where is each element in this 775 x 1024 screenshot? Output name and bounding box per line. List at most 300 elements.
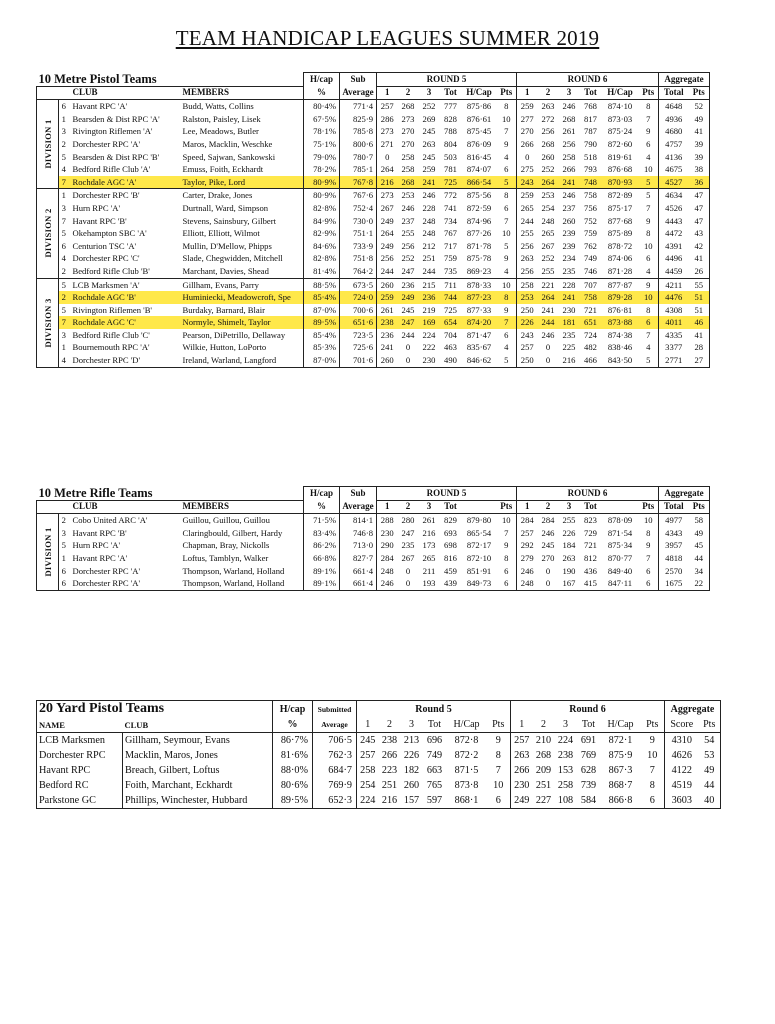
r5-col1-header: 1 xyxy=(357,717,379,733)
table-row xyxy=(37,304,710,317)
round5-value: 268 xyxy=(398,100,419,113)
round6-value: 268 xyxy=(541,138,555,149)
table-row xyxy=(37,240,710,253)
round5-value: 246 xyxy=(401,202,415,213)
round6-value: 256 xyxy=(520,240,534,251)
round5-value: 245 xyxy=(422,151,436,162)
round5-value: 767 xyxy=(444,228,457,239)
position: 2 xyxy=(61,138,66,149)
aggregate-points: 46 xyxy=(689,316,710,329)
round5-value: 252 xyxy=(419,100,440,113)
round6-value: 259 xyxy=(517,100,538,113)
round5-header: ROUND 5 xyxy=(377,73,517,87)
sub-average: 767·8 xyxy=(340,176,377,189)
aggregate-header: Aggregate xyxy=(665,701,721,718)
round5-value: 248 xyxy=(380,565,394,576)
club-name: Havant RPC 'B' xyxy=(72,215,127,226)
round5-value: 663 xyxy=(426,765,443,776)
r6-hcap-header: H/Cap xyxy=(601,717,641,733)
round6-value: 793 xyxy=(584,164,597,175)
section-title: 20 Yard Pistol Teams xyxy=(37,701,273,718)
aggregate-points: 55 xyxy=(689,278,710,291)
hcap-value: 89·1% xyxy=(304,565,340,578)
round5-value: 865·54 xyxy=(466,527,492,538)
round6-value: 768 xyxy=(580,100,602,113)
sub-average: 814·1 xyxy=(340,514,377,527)
round6-value: 181 xyxy=(559,316,580,329)
round5-value: 866·54 xyxy=(462,176,497,189)
round6-value: 749 xyxy=(584,253,597,264)
hcap-value: 85·4% xyxy=(304,329,340,342)
round5-value: 816·45 xyxy=(466,151,492,162)
round5-value: 874·07 xyxy=(466,164,492,175)
round5-value: 269 xyxy=(422,113,436,124)
round6-value: 875·89 xyxy=(607,228,633,239)
table-row xyxy=(37,163,710,176)
position: 4 xyxy=(61,253,66,264)
hcap-unit-header: % xyxy=(304,500,340,514)
aggregate-total: 3957 xyxy=(665,540,683,551)
hcap-value: 88·5% xyxy=(304,278,340,291)
division-label-cell xyxy=(37,514,59,591)
round6-value: 266 xyxy=(520,138,534,149)
division-label-cell xyxy=(37,189,59,278)
round5-header: ROUND 5 xyxy=(377,487,517,501)
round5-value: 257 xyxy=(377,100,398,113)
aggregate-points: 38 xyxy=(689,163,710,176)
round6-value: 868·7 xyxy=(608,780,633,791)
aggregate-score: 4519 xyxy=(665,778,699,793)
aggregate-points: 27 xyxy=(689,354,710,367)
round6-value: 876·68 xyxy=(607,164,633,175)
round5-value: 256 xyxy=(380,253,394,264)
round5-value: 213 xyxy=(403,735,420,746)
sub-average: 764·2 xyxy=(340,265,377,278)
round5-value: 284 xyxy=(380,552,394,563)
submitted-header: Submitted xyxy=(313,701,357,718)
table-row xyxy=(37,329,710,342)
club-name: Bournemouth RPC 'A' xyxy=(72,342,150,353)
round6-value: 8 xyxy=(639,527,659,540)
round5-value: 248 xyxy=(422,228,436,239)
r6-pts-header: Pts xyxy=(639,86,659,100)
hcap-value: 85·3% xyxy=(304,341,340,354)
round6-value: 259 xyxy=(517,189,538,202)
round5-value: 693 xyxy=(444,527,457,538)
members: Claringbould, Gilbert, Hardy xyxy=(179,527,304,540)
round5-value: 872·10 xyxy=(466,552,492,563)
club-name: Bedford Rifle Club 'B' xyxy=(72,265,150,276)
table-row xyxy=(37,527,710,540)
aggregate-points: 28 xyxy=(689,341,710,354)
aggregate-score: 4310 xyxy=(665,733,699,749)
club-name: Havant RPC 'A' xyxy=(72,552,128,563)
round6-value: 628 xyxy=(580,765,597,776)
round5-value: 257 xyxy=(357,748,379,763)
round5-value: 10 xyxy=(493,780,504,791)
round5-value: 249 xyxy=(398,291,419,304)
round6-value: 224 xyxy=(557,735,574,746)
table-row xyxy=(37,189,710,202)
club-name: Rochdale AGC 'C' xyxy=(69,316,179,329)
section-title: 10 Metre Rifle Teams xyxy=(38,486,153,500)
round5-value: 10 xyxy=(497,227,517,240)
round6-value: 257 xyxy=(520,342,534,353)
division-label-cell xyxy=(37,278,59,367)
division-label: DIVISION 3 xyxy=(42,298,53,348)
round5-value: 879·80 xyxy=(462,514,497,527)
club-name: LCB Marksmen xyxy=(37,733,123,749)
position: 5 xyxy=(61,228,66,239)
hcap-value: 89·5% xyxy=(273,793,313,809)
aggregate-points: 41 xyxy=(689,252,710,265)
round5-value: 9 xyxy=(497,539,517,552)
sub-average: 724·0 xyxy=(340,291,377,304)
round6-value: 253 xyxy=(517,291,538,304)
aggregate-total: 4818 xyxy=(665,552,683,563)
submitted-average: 706·5 xyxy=(313,733,357,749)
round5-value: 5 xyxy=(497,176,517,189)
sub-average: 713·0 xyxy=(340,539,377,552)
round5-value: 251 xyxy=(422,253,436,264)
members: Carter, Drake, Jones xyxy=(179,189,304,202)
aggregate-points: 54 xyxy=(699,733,721,749)
round5-value: 271 xyxy=(380,138,394,149)
round6-value: 252 xyxy=(541,164,555,175)
round6-value: 267 xyxy=(541,240,555,251)
round6-value: 9 xyxy=(639,125,659,138)
round5-value: 288 xyxy=(377,514,398,527)
club-name: Dorchester RPC 'A' xyxy=(72,138,141,149)
round5-value: 704 xyxy=(444,329,457,340)
r5-col3-header: 3 xyxy=(419,500,440,514)
round6-value: 5 xyxy=(639,189,659,202)
round6-value: 9 xyxy=(639,278,659,291)
round5-value: 741 xyxy=(444,202,457,213)
hcap-value: 66·8% xyxy=(304,552,340,565)
round5-value: 252 xyxy=(401,253,415,264)
round5-value: 877·23 xyxy=(462,291,497,304)
r5-tot-header: Tot xyxy=(423,717,447,733)
round6-value: 245 xyxy=(541,540,555,551)
round6-value: 243 xyxy=(517,176,538,189)
round5-value: 253 xyxy=(398,189,419,202)
round5-value: 245 xyxy=(401,304,415,315)
round6-value: 264 xyxy=(538,176,559,189)
round6-value: 228 xyxy=(559,278,580,291)
round6-value: 758 xyxy=(580,189,602,202)
round6-value: 250 xyxy=(517,354,538,367)
table-row xyxy=(37,202,710,215)
round5-value: 4 xyxy=(497,265,517,278)
round5-value: 219 xyxy=(422,304,436,315)
club-name: Bedford Rifle Club 'C' xyxy=(72,329,150,340)
r5-pts-header: Pts xyxy=(487,717,511,733)
round5-value: 9 xyxy=(497,304,517,317)
agg-pts-header: Pts xyxy=(699,717,721,733)
aggregate-points: 47 xyxy=(689,215,710,228)
round5-value: 725 xyxy=(444,304,457,315)
members: Wilkie, Hutton, LoPorto xyxy=(179,341,304,354)
round5-value: 267 xyxy=(380,202,394,213)
round5-value: 241 xyxy=(380,342,394,353)
round5-value: 249 xyxy=(380,240,394,251)
round5-value: 236 xyxy=(398,278,419,291)
table-row xyxy=(37,252,710,265)
table-row xyxy=(37,278,710,291)
hcap-value: 89·1% xyxy=(304,577,340,590)
r5-col2-header: 2 xyxy=(379,717,401,733)
round6-value: 0 xyxy=(545,342,551,353)
round6-value: 248 xyxy=(517,577,538,590)
pistol10-section xyxy=(36,72,710,368)
round5-value: 6 xyxy=(497,577,517,590)
round6-header: ROUND 6 xyxy=(517,73,659,87)
round6-value: 877·68 xyxy=(607,215,633,226)
round6-value: 255 xyxy=(520,228,534,239)
r5-hcap-header: H/Cap xyxy=(462,86,497,100)
round6-header: ROUND 6 xyxy=(517,487,659,501)
round5-value: 874·20 xyxy=(462,316,497,329)
hcap-value: 79·0% xyxy=(304,151,340,164)
round6-value: 817 xyxy=(584,113,597,124)
position: 4 xyxy=(61,164,66,175)
aggregate-points: 52 xyxy=(689,100,710,113)
aggregate-total: 4211 xyxy=(659,278,689,291)
r5-pts-header: Pts xyxy=(497,500,517,514)
sub-average: 785·1 xyxy=(340,163,377,176)
round5-value: 804 xyxy=(444,138,457,149)
club-name: Havant RPC 'A' xyxy=(69,100,179,113)
table-row xyxy=(37,514,710,527)
round5-value: 828 xyxy=(444,113,457,124)
round5-value: 871·78 xyxy=(466,240,492,251)
round6-value: 268 xyxy=(535,750,552,761)
round6-value: 226 xyxy=(562,527,576,538)
round5-value: 7 xyxy=(495,765,501,776)
round6-value: 874·10 xyxy=(602,100,639,113)
sub-average: 733·9 xyxy=(340,240,377,253)
sub-average: 725·6 xyxy=(340,341,377,354)
round6-value: 255 xyxy=(541,265,555,276)
round5-value: 290 xyxy=(380,540,394,551)
round6-value: 877·87 xyxy=(602,278,639,291)
r6-col3-header: 3 xyxy=(559,86,580,100)
r5-col1-header: 1 xyxy=(377,86,398,100)
club-name: Dorchester RPC xyxy=(37,748,123,763)
agg-pts-header: Pts xyxy=(689,500,710,514)
hcap-value: 80·9% xyxy=(304,176,340,189)
members: Chapman, Bray, Nickolls xyxy=(179,539,304,552)
average-header: Average xyxy=(340,86,377,100)
round5-value: 597 xyxy=(423,793,447,809)
aggregate-points: 44 xyxy=(699,778,721,793)
round6-value: 260 xyxy=(541,151,555,162)
round6-value: 466 xyxy=(580,354,602,367)
position: 7 xyxy=(59,176,69,189)
position: 3 xyxy=(61,329,66,340)
round5-value: 0 xyxy=(405,565,411,576)
round6-value: 790 xyxy=(584,138,597,149)
round5-value: 286 xyxy=(380,113,394,124)
round6-value: 759 xyxy=(584,228,597,239)
round5-value: 230 xyxy=(419,354,440,367)
round6-value: 847·11 xyxy=(602,577,639,590)
round5-value: 6 xyxy=(497,329,517,342)
hcap-header: H/cap xyxy=(304,73,340,87)
round5-value: 264 xyxy=(380,228,394,239)
table-row xyxy=(37,354,710,367)
hcap-value: 71·5% xyxy=(304,514,340,527)
r6-col3-header: 3 xyxy=(555,717,577,733)
aggregate-total: 3377 xyxy=(665,342,683,353)
sub-average: 825·9 xyxy=(340,113,377,126)
round5-value: 6 xyxy=(497,565,517,578)
round6-value: 253 xyxy=(538,189,559,202)
rifle10-table xyxy=(36,486,710,591)
round6-value: 870·93 xyxy=(602,176,639,189)
table-row xyxy=(37,151,710,164)
hcap-value: 81·4% xyxy=(304,265,340,278)
table-row xyxy=(37,552,710,565)
round5-value: 788 xyxy=(444,126,457,137)
aggregate-total: 4648 xyxy=(659,100,689,113)
aggregate-total: 4675 xyxy=(665,164,683,175)
round5-value: 216 xyxy=(377,176,398,189)
round5-value: 247 xyxy=(401,265,415,276)
round5-value: 846·62 xyxy=(462,354,497,367)
position: 6 xyxy=(61,565,66,576)
aggregate-total: 2570 xyxy=(665,565,683,576)
round6-value: 292 xyxy=(520,540,534,551)
hcap-unit-header: % xyxy=(273,717,313,733)
club-name: Dorchester RPC 'D' xyxy=(69,354,179,367)
round6-value: 243 xyxy=(520,329,534,340)
hcap-value: 87·0% xyxy=(304,354,340,367)
round6-value: 6 xyxy=(639,316,659,329)
round5-value: 244 xyxy=(401,329,415,340)
round6-value: 239 xyxy=(562,228,576,239)
round6-value: 4 xyxy=(639,265,659,278)
round6-value: 284 xyxy=(538,514,559,527)
table-row xyxy=(37,176,710,189)
division-label: DIVISION 1 xyxy=(42,527,53,577)
members: Ralston, Paisley, Lisek xyxy=(179,113,304,126)
club-name: Hurn RPC 'A' xyxy=(72,202,121,213)
round6-value: 724 xyxy=(584,329,597,340)
round6-value: 263 xyxy=(538,100,559,113)
round6-value: 221 xyxy=(538,278,559,291)
round5-value: 244 xyxy=(422,265,436,276)
round5-value: 268 xyxy=(398,176,419,189)
round5-value: 871·5 xyxy=(454,765,479,776)
aggregate-total: 4496 xyxy=(665,253,683,264)
r6-pts-header: Pts xyxy=(641,717,665,733)
sub-average: 751·1 xyxy=(340,227,377,240)
aggregate-points: 41 xyxy=(689,125,710,138)
round5-value: 877·26 xyxy=(466,228,492,239)
round5-value: 871·47 xyxy=(466,329,492,340)
aggregate-total: 4343 xyxy=(665,527,683,538)
round5-value: 5 xyxy=(497,240,517,253)
r6-tot-header: Tot xyxy=(577,717,601,733)
aggregate-points: 45 xyxy=(689,539,710,552)
round6-value: 870·77 xyxy=(607,552,633,563)
members: Lee, Meadows, Butler xyxy=(179,125,304,138)
round6-value: 9 xyxy=(649,735,655,746)
average-header: Average xyxy=(313,717,357,733)
round6-value: 5 xyxy=(639,176,659,189)
average-header: Average xyxy=(340,500,377,514)
club-name: Rivington Riflemen 'B' xyxy=(72,304,152,315)
round6-value: 263 xyxy=(520,253,534,264)
round6-value: 721 xyxy=(584,540,597,551)
aggregate-total: 4443 xyxy=(665,215,683,226)
round6-value: 225 xyxy=(562,342,576,353)
club-name: LCB Marksmen 'A' xyxy=(69,278,179,291)
table-row xyxy=(37,138,710,151)
position: 2 xyxy=(59,291,69,304)
sub-average: 785·8 xyxy=(340,125,377,138)
round6-value: 746 xyxy=(584,265,597,276)
sub-average: 800·6 xyxy=(340,138,377,151)
round5-value: 503 xyxy=(444,151,457,162)
round6-value: 4 xyxy=(639,151,659,164)
hcap-value: 78·2% xyxy=(304,163,340,176)
agg-total-header: Total xyxy=(659,500,689,514)
sub-average: 751·8 xyxy=(340,252,377,265)
round5-value: 223 xyxy=(381,765,398,776)
round5-value: 212 xyxy=(422,240,436,251)
table-row xyxy=(37,778,721,793)
round6-value: 261 xyxy=(562,126,576,137)
aggregate-score: 4122 xyxy=(665,763,699,778)
members: Gillham, Evans, Parry xyxy=(179,278,304,291)
agg-pts-header: Pts xyxy=(689,86,710,100)
round5-value: 254 xyxy=(357,778,379,793)
round6-value: 0 xyxy=(538,354,559,367)
position: 1 xyxy=(61,113,66,124)
division-label-cell xyxy=(37,100,59,189)
agg-total-header: Total xyxy=(659,86,689,100)
round5-value: 873·8 xyxy=(454,780,479,791)
round5-value: 260 xyxy=(377,278,398,291)
sub-average: 700·6 xyxy=(340,304,377,317)
round5-value: 6 xyxy=(487,793,511,809)
round5-value: 869·23 xyxy=(466,265,492,276)
round5-value: 696 xyxy=(426,735,443,746)
r6-col2-header: 2 xyxy=(533,717,555,733)
round6-value: 874·06 xyxy=(607,253,633,264)
club-name: Dorchester RPC 'A' xyxy=(69,577,179,590)
r5-col2-header: 2 xyxy=(398,86,419,100)
sub-average: 673·5 xyxy=(340,278,377,291)
sub-average: 752·4 xyxy=(340,202,377,215)
round5-value: 267 xyxy=(401,552,415,563)
round6-value: 10 xyxy=(639,514,659,527)
round5-value: 490 xyxy=(440,354,462,367)
round6-value: 258 xyxy=(517,278,538,291)
sub-average: 767·6 xyxy=(340,189,377,202)
round5-value: 872·8 xyxy=(454,735,479,746)
sub-average: 746·8 xyxy=(340,527,377,540)
round6-value: 266 xyxy=(562,164,576,175)
aggregate-points: 51 xyxy=(689,304,710,317)
r6-hcap-header: H/Cap xyxy=(602,86,639,100)
round6-value: 270 xyxy=(541,552,555,563)
sub-average: 661·4 xyxy=(340,565,377,578)
round5-value: 7 xyxy=(497,125,517,138)
